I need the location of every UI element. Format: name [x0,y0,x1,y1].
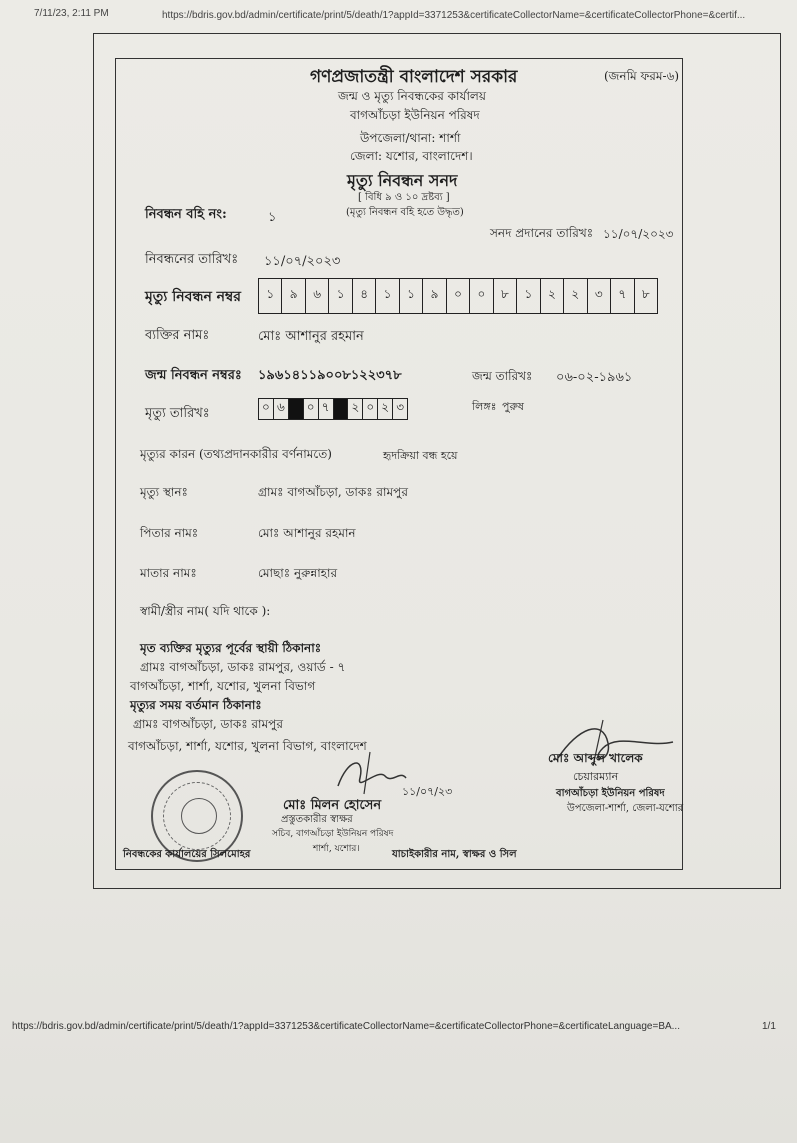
book-no-label: নিবন্ধন বহি নং: [145,207,227,222]
digit-box: ৯ [282,279,305,313]
death-reg-no-label: মৃত্যু নিবন্ধন নম্বর [145,289,241,305]
digit-box: ৮ [641,287,650,301]
mother-value: মোছাঃ নুরুন্নাহার [258,566,338,580]
digit-box: ০ [447,279,470,313]
chairman-title: চেয়ারম্যান [573,770,619,783]
preparer-signature-label: প্রস্তুতকারীর স্বাক্ষর [281,814,353,825]
digit-box: ৪ [353,279,376,313]
digit-box: ৯ [423,279,446,313]
seal-emblem-icon [181,798,217,834]
secretary-signature [330,748,410,798]
current-address-label: মৃত্যুর সময় বর্তমান ঠিকানাঃ [130,698,262,712]
digit-box: ০ [470,279,493,313]
book-no-value: ১ [268,210,277,225]
digit-box: ০ [304,399,319,419]
chairman-office: বাগআঁচড়া ইউনিয়ন পরিষদ [556,788,665,799]
verifier-label: যাচাইকারীর নাম, স্বাক্ষর ও সিল [392,849,517,860]
office-name: জন্ম ও মৃত্যু নিবন্ধকের কার্যালয় [338,89,486,103]
digit-box: ১ [400,279,423,313]
gender-value: পুরুষ [502,400,524,413]
document-title: মৃত্যু নিবন্ধন সনদ [347,171,458,190]
issue-date-label: সনদ প্রদানের তারিখঃ [490,226,594,240]
secretary-sign-date: ১১/০৭/২৩ [402,785,453,798]
birth-reg-no-value: ১৯৬১৪১১৯০০৮১২২৩৭৮ [258,368,402,383]
print-datetime: 7/11/23, 2:11 PM [34,8,109,19]
upazila-name: উপজেলা/থানা: শার্শা [360,131,461,145]
cause-label: মৃত্যুর কারন (তথ্যপ্রদানকারীর বর্ণনামতে) [140,447,332,461]
digit-box: ৩ [588,279,611,313]
print-page-number: 1/1 [762,1021,776,1032]
digit-box: ৮ [494,279,517,313]
father-label: পিতার নামঃ [140,526,199,540]
digit-box: ০ [259,399,274,419]
district-name: জেলা: যশোর, বাংলাদেশ। [350,149,473,163]
print-url-footer: https://bdris.gov.bd/admin/certificate/print/5/death/1?appId=3371253&certificateCollectorName=&certificateCollectorPhone=&certificateLanguage=BA... [12,1021,680,1032]
digit-box: ৭ [611,279,634,313]
secretary-name: মোঃ মিলন হোসেন [283,798,382,813]
father-value: মোঃ আশানুর রহমান [258,526,356,540]
union-name: বাগআঁচড়া ইউনিয়ন পরিষদ [350,108,480,122]
permanent-address-line2: বাগআঁচড়া, শার্শা, যশোর, খুলনা বিভাগ [130,679,316,693]
reg-date-value: ১১/০৭/২০২৩ [264,254,341,269]
digit-box: ১ [259,279,282,313]
digit-box: ২ [348,399,363,419]
form-number: (জনমি ফরম-৬) [604,69,680,83]
digit-box: ২ [564,279,587,313]
chairman-address: উপজেলা-শার্শা, জেলা-যশোর [567,803,684,814]
digit-box: ১ [517,279,540,313]
government-title: গণপ্রজাতন্ত্রী বাংলাদেশ সরকার [310,67,518,87]
dob-label: জন্ম তারিখঃ [472,369,533,383]
death-reg-no-boxes [258,278,658,314]
current-address-line2: বাগআঁচড়া, শার্শা, যশোর, খুলনা বিভাগ, বাংলাদেশ [128,739,367,753]
dob-value: ০৬-০২-১৯৬১ [556,370,633,385]
digit-box [289,399,304,419]
issue-date-value: ১১/০৭/২০২৩ [603,227,674,241]
mother-label: মাতার নামঃ [140,566,197,580]
secretary-address: শার্শা, যশোর। [313,844,360,854]
spouse-label: স্বামী/স্ত্রীর নাম( যদি থাকে ): [140,604,271,618]
digit-box: ৬ [306,279,329,313]
digit-box: ১ [376,279,399,313]
digit-box: ৭ [319,399,334,419]
current-address-line1: গ্রামঃ বাগআঁচড়া, ডাকঃ রামপুর [133,717,283,731]
name-value: মোঃ আশানুর রহমান [258,329,364,344]
chairman-name: মোঃ আব্দুল খালেক [548,751,643,765]
permanent-address-label: মৃত ব্যক্তির মৃত্যুর পূর্বের স্থায়ী ঠিকানাঃ [140,641,322,655]
permanent-address-line1: গ্রামঃ বাগআঁচড়া, ডাকঃ রামপুর, ওয়ার্ড - ৭ [140,660,346,674]
birth-reg-no-label: জন্ম নিবন্ধন নম্বরঃ [145,368,242,383]
rule-reference: [ বিধি ৯ ও ১০ দ্রষ্টব্য ] [358,192,450,203]
reg-date-label: নিবন্ধনের তারিখঃ [145,252,239,267]
digit-box: ২ [541,279,564,313]
gender-label: লিঙ্গঃ [472,400,497,413]
office-seal-label: নিবন্ধকের কার্যালয়ের সিলমোহর [123,849,251,860]
print-url-header: https://bdris.gov.bd/admin/certificate/print/5/death/1?appId=3371253&certificateCollectorName=&certificateCollectorPhone=&certif... [162,10,746,21]
death-place-label: মৃত্যু স্থানঃ [140,485,188,499]
digit-box: ১ [329,279,352,313]
secretary-office: সচিব, বাগআঁচড়া ইউনিয়ন পরিষদ [272,829,394,839]
digit-box: ৬ [274,399,289,419]
rule-subtitle: (মৃত্যু নিবন্ধন বহি হতে উদ্ধৃত) [346,207,464,218]
digit-box: ২ [378,399,393,419]
death-place-value: গ্রামঃ বাগআঁচড়া, ডাকঃ রামপুর [258,485,408,499]
digit-box: ৩ [396,400,405,414]
name-label: ব্যক্তির নামঃ [145,328,210,343]
death-date-boxes [258,398,408,420]
cause-value: হৃদক্রিয়া বন্ধ হয়ে [383,449,458,462]
digit-box [334,399,349,419]
death-date-label: মৃত্যু তারিখঃ [145,406,210,421]
digit-box: ০ [363,399,378,419]
